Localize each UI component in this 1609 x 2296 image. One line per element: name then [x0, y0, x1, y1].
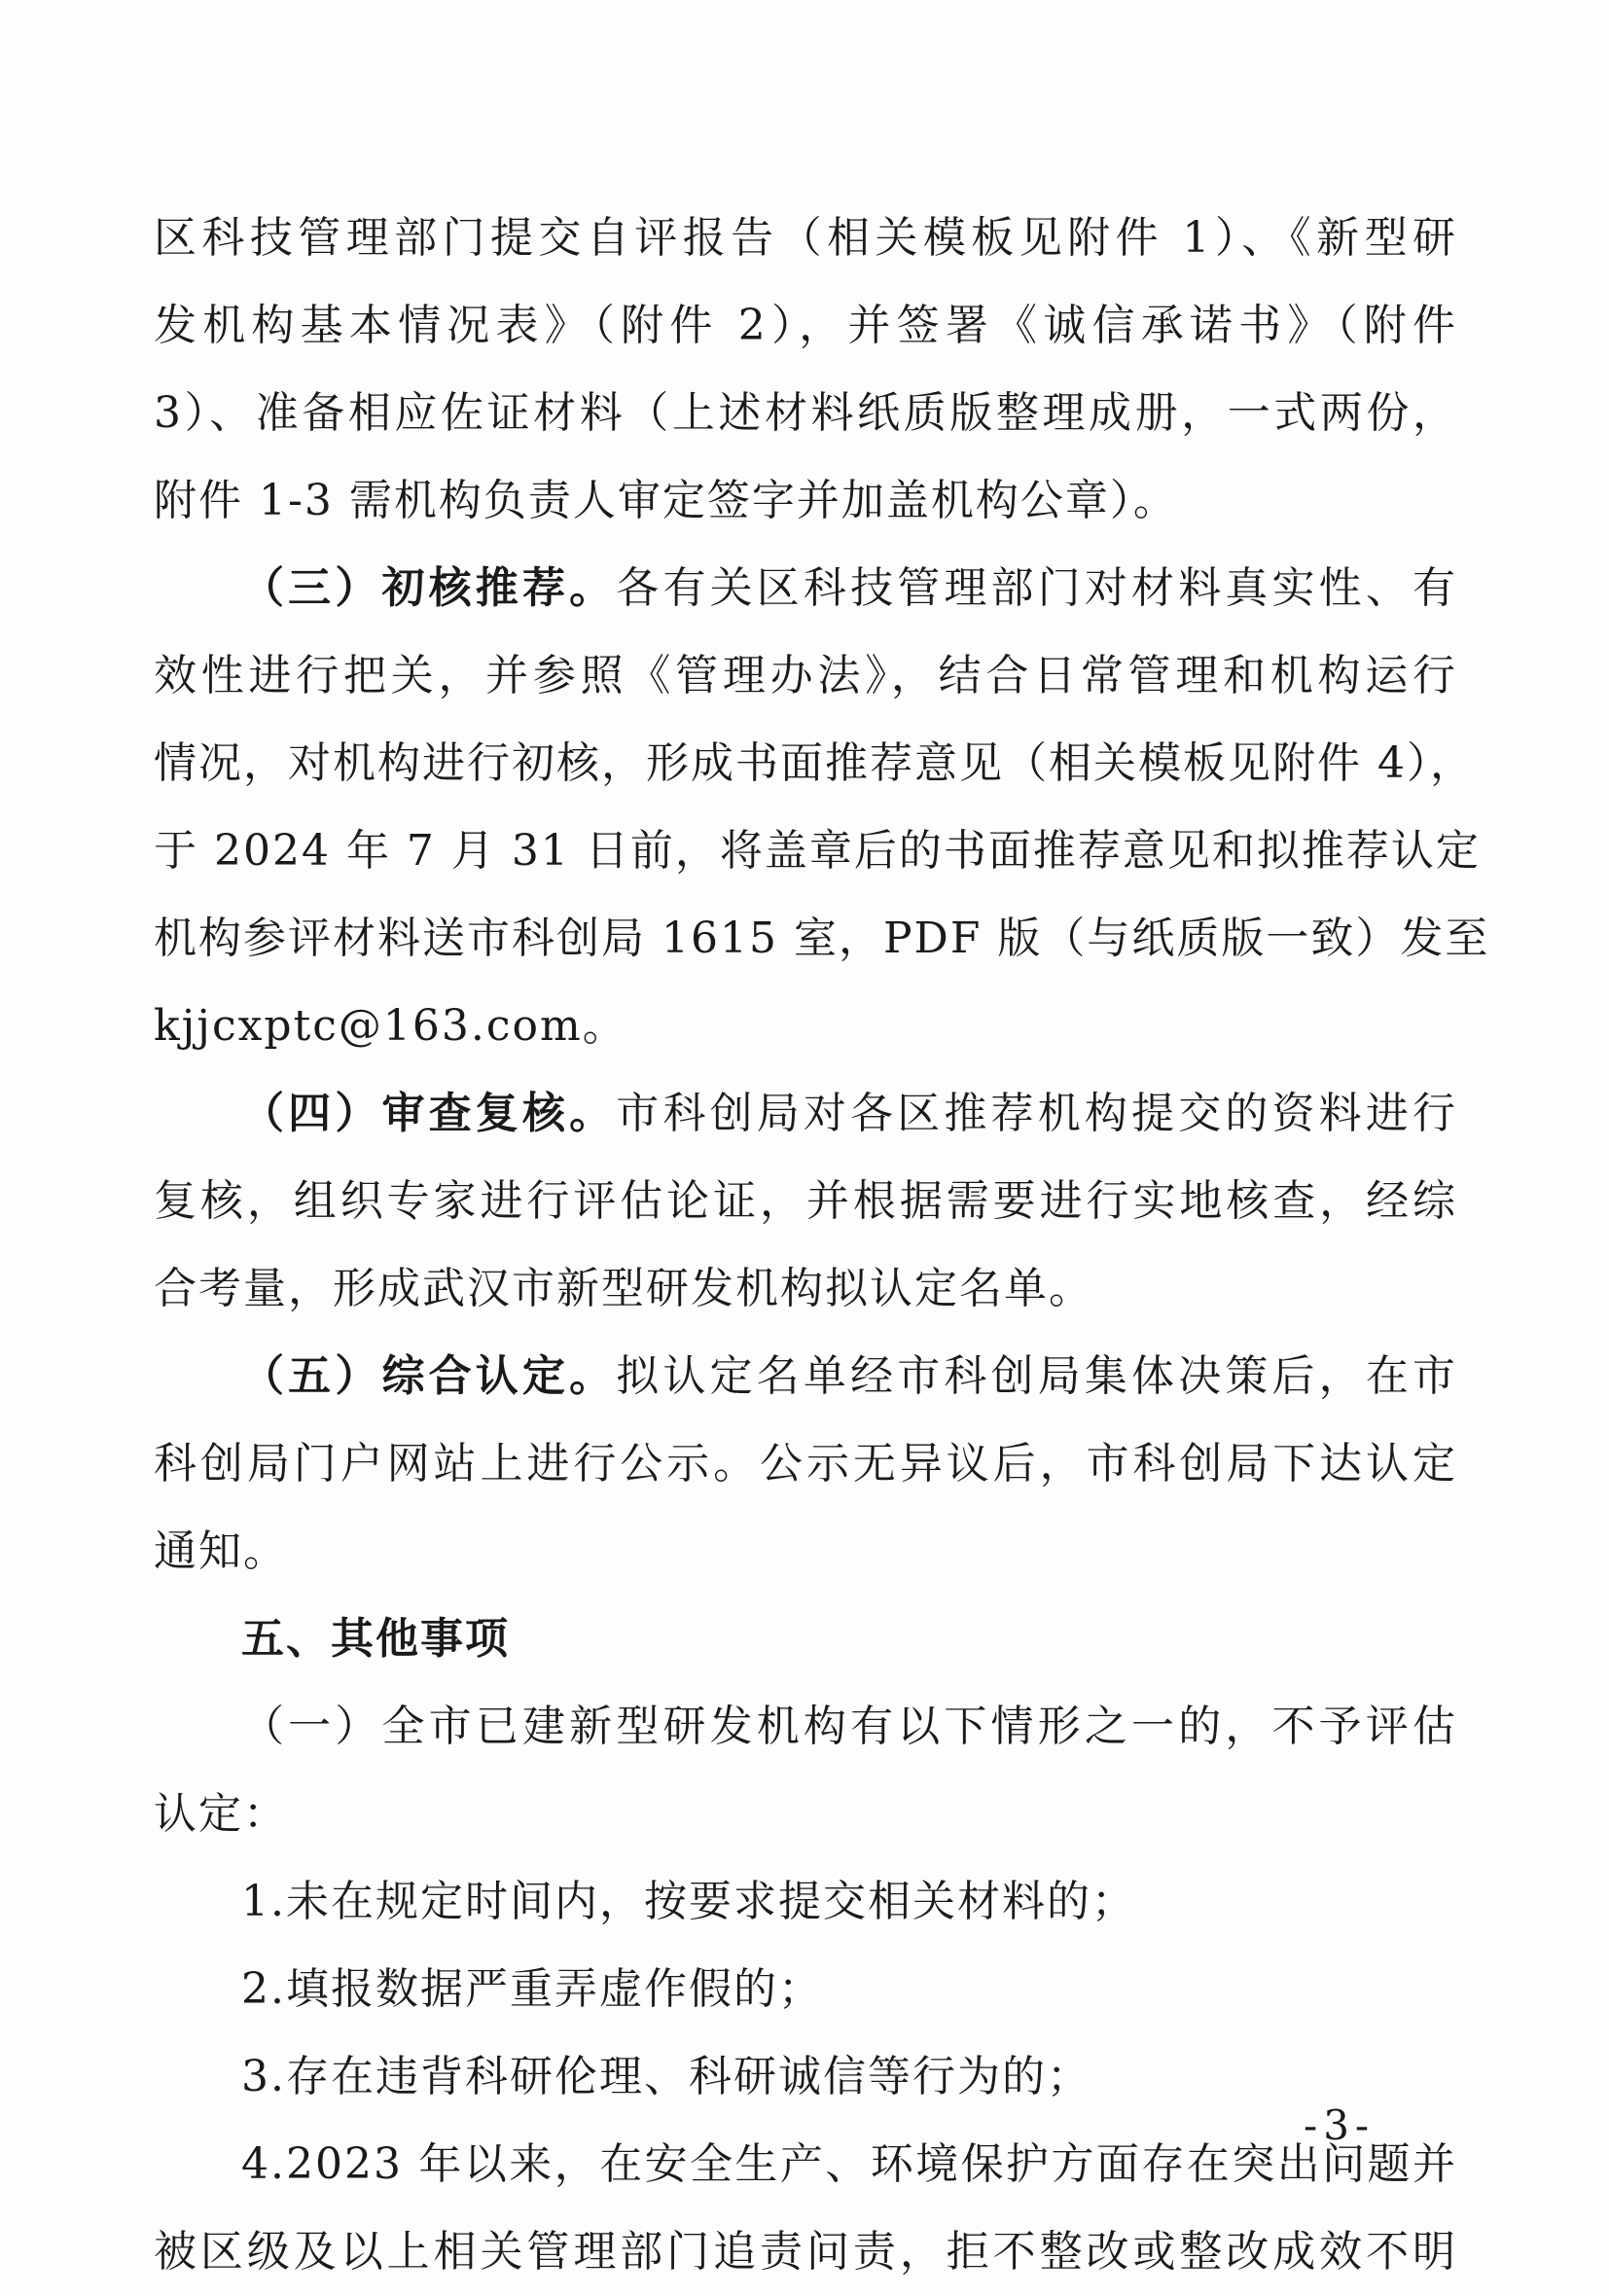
text-line: 情况，对机构进行初核，形成书面推荐意见（相关模板见附件 4），: [154, 738, 1475, 788]
document-body: [154, 195, 1490, 2296]
section-heading: 五、其他事项: [241, 1614, 510, 1664]
paragraph-exclusions: [154, 1683, 1457, 1858]
text-line: 科创局门户网站上进行公示。公示无异议后，市科创局下达认定: [154, 1439, 1457, 1489]
text-line: （三）初核推荐。各有关区科技管理部门对材料真实性、有: [241, 563, 1457, 613]
text-line: 通知。: [154, 1526, 288, 1576]
text-line: 于 2024 年 7 月 31 日前，将盖章后的书面推荐意见和拟推荐认定: [154, 826, 1481, 876]
exclusion-list: [154, 1858, 1457, 2296]
section-lead: （五）综合认定。: [241, 1351, 617, 1401]
text-line: 区科技管理部门提交自评报告（相关模板见附件 1）、《新型研: [154, 213, 1457, 263]
text-line: 合考量，形成武汉市新型研发机构拟认定名单。: [154, 1264, 1093, 1313]
paragraph-initial-review: [154, 545, 1490, 1070]
text-line: （一）全市已建新型研发机构有以下情形之一的，不予评估: [241, 1702, 1457, 1751]
page-number: -3-: [1304, 2101, 1376, 2149]
section-lead: （三）初核推荐。: [241, 563, 617, 613]
list-item-continuation: 被区级及以上相关管理部门追责问责，拒不整改或整改成效不明: [154, 2227, 1457, 2277]
email-address: kjjcxptc@163.com。: [154, 1001, 627, 1051]
text-line: 发机构基本情况表》（附件 2），并签署《诚信承诺书》（附件: [154, 301, 1457, 350]
list-item: 1.未在规定时间内，按要求提交相关材料的；: [241, 1877, 1136, 1926]
list-item: 2.填报数据严重弄虚作假的；: [241, 1964, 823, 2014]
section-lead: （四）审查复核。: [241, 1089, 617, 1138]
text-line: 效性进行把关，并参照《管理办法》，结合日常管理和机构运行: [154, 651, 1457, 700]
list-item: 4.2023 年以来，在安全生产、环境保护方面存在突出问题并: [241, 2139, 1457, 2189]
text-line: 3）、准备相应佐证材料（上述材料纸质版整理成册，一式两份，: [154, 388, 1457, 438]
text-line: （四）审查复核。市科创局对各区推荐机构提交的资料进行: [241, 1089, 1457, 1138]
paragraph-review-check: [154, 1070, 1457, 1333]
text-line: 附件 1-3 需机构负责人审定签字并加盖机构公章）。: [154, 476, 1178, 525]
list-item: 3.存在违背科研伦理、科研诚信等行为的；: [241, 2052, 1091, 2101]
text-line: 认定：: [154, 1789, 288, 1839]
paragraph-submission: [154, 195, 1457, 545]
text-line: 机构参评材料送市科创局 1615 室，PDF 版（与纸质版一致）发至: [154, 914, 1490, 963]
text-line: （五）综合认定。拟认定名单经市科创局集体决策后，在市: [241, 1351, 1457, 1401]
paragraph-final-determination: [154, 1333, 1457, 1596]
text-line: 复核，组织专家进行评估论证，并根据需要进行实地核查，经综: [154, 1176, 1457, 1226]
